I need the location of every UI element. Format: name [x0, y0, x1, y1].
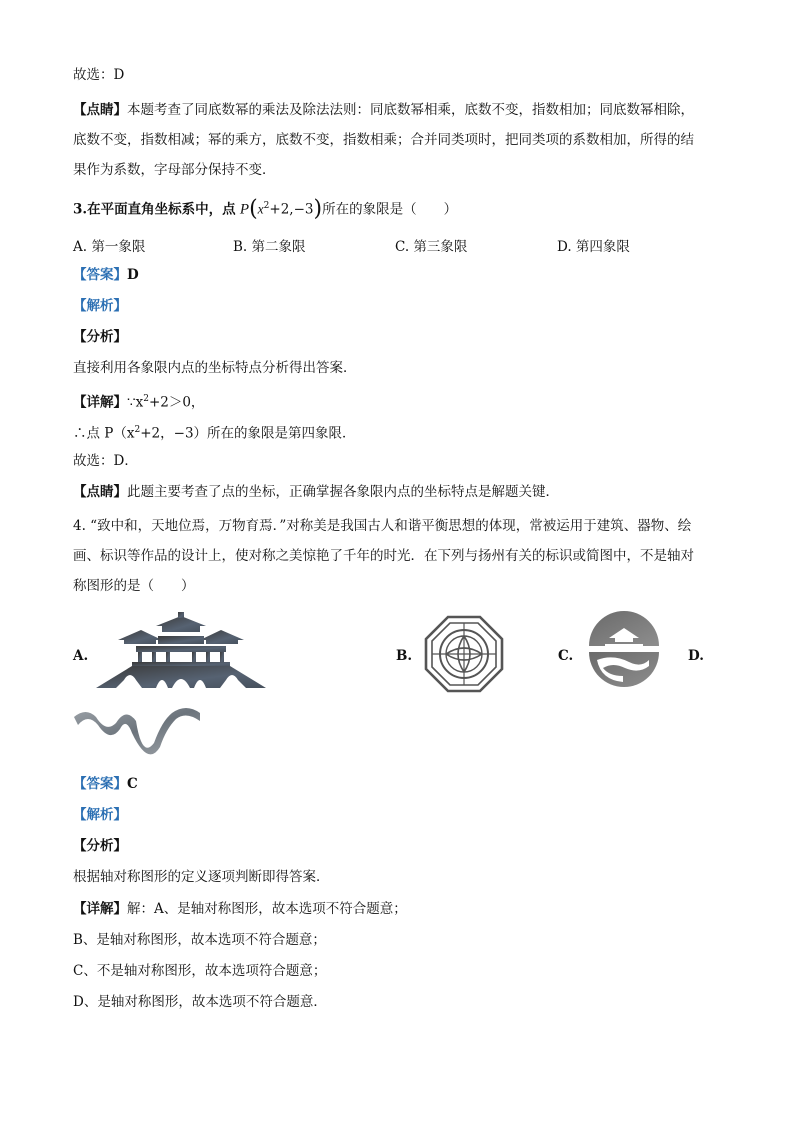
q3-fenxi-tag	[73, 328, 127, 346]
previous-comment-line-2: 底数不变，指数相减；幂的乘方，底数不变，指数相乘；合并同类项时，把同类项的系数相加，所得的结	[73, 132, 694, 148]
detail-text: 解：A、是轴对称图形，故本选项不符合题意；	[127, 901, 407, 917]
q3-option-c: C. 第三象限	[395, 239, 468, 255]
q4-detail-line-2: B、是轴对称图形，故本选项不符合题意；	[73, 932, 326, 948]
comment-text: 本题考查了同底数幂的乘法及除法法则：同底数幂相乘，底数不变，指数相加；同底数幂相除，	[127, 102, 694, 118]
q4-detail-line-3: C、不是轴对称图形，故本选项符合题意；	[73, 963, 327, 979]
q4-stem-line-1: 4. “致中和，天地位焉，万物育焉．”对称美是我国古人和谐平衡思想的体现，常被运用于建筑、器物、绘	[73, 518, 692, 534]
q4-analysis-tag	[73, 806, 127, 824]
q3-comment	[73, 483, 559, 501]
q3-point-name: P	[239, 201, 250, 218]
answer-tag: 【答案】	[73, 776, 127, 792]
q4-option-c-label: C.	[558, 648, 574, 664]
q4-option-b-label: B.	[396, 648, 413, 664]
exponent: 2	[143, 394, 149, 404]
analysis-tag: 【解析】	[73, 807, 127, 823]
paren-right: )	[313, 196, 323, 222]
exponent: 2	[134, 425, 141, 435]
q3-detail-line-3: 故选：D．	[73, 453, 138, 469]
q3-detail-line-2	[73, 421, 356, 443]
q4-stem-line-2: 画、标识等作品的设计上，使对称之美惊艳了千年的时光．在下列与扬州有关的标识或简图中，不是轴对	[73, 548, 694, 564]
previous-comment-line-1	[73, 101, 694, 119]
detail-text: +2，−3）所在的象限是第四象限．	[140, 425, 356, 442]
previous-answer: 故选：D	[73, 67, 125, 83]
previous-comment-line-3: 果作为系数，字母部分保持不变．	[73, 162, 276, 178]
detail-tag: 【详解】	[73, 394, 127, 411]
q3-option-a: A. 第一象限	[73, 239, 146, 255]
q4-answer	[73, 775, 138, 793]
fenxi-tag: 【分析】	[73, 838, 127, 854]
answer-tag: 【答案】	[73, 267, 127, 283]
q3-stem	[73, 196, 458, 222]
wave-figure	[72, 703, 202, 763]
q3-expr-exponent: 2	[263, 201, 270, 211]
pavilion-bridge-figure	[96, 612, 266, 690]
q3-expr-rest: +2,−3	[269, 201, 314, 218]
q4-stem-line-3: 称图形的是（ ）	[73, 578, 195, 594]
q3-expr-x: x	[257, 201, 264, 217]
q3-stem-prefix: 3.在平面直角坐标系中，点	[73, 201, 236, 218]
comment-text: 此题主要考查了点的坐标，正确掌握各象限内点的坐标特点是解题关键．	[127, 484, 559, 500]
lattice-window-figure	[424, 615, 504, 693]
detail-text: +2＞0，	[148, 394, 205, 411]
answer-value: D	[127, 267, 139, 283]
q3-option-d: D. 第四象限	[557, 239, 630, 255]
circular-emblem-figure	[583, 610, 665, 692]
q3-detail-line-1	[73, 390, 204, 412]
q4-fenxi-text: 根据轴对称图形的定义逐项判断即得答案．	[73, 869, 330, 885]
fenxi-tag: 【分析】	[73, 329, 127, 345]
q3-stem-suffix: 所在的象限是（ ）	[322, 201, 458, 218]
q3-answer	[73, 266, 139, 284]
detail-tag: 【详解】	[73, 901, 127, 917]
q4-detail-line-1	[73, 900, 407, 918]
comment-tag: 【点睛】	[73, 484, 127, 500]
detail-text: ∴点 P（x	[73, 425, 135, 442]
q4-detail-line-4: D、是轴对称图形，故本选项不符合题意．	[73, 994, 327, 1010]
q4-option-d-label: D.	[688, 648, 704, 664]
answer-value: C	[127, 776, 138, 792]
q4-fenxi-tag	[73, 837, 127, 855]
paren-left: (	[249, 196, 258, 222]
q4-option-a-label: A.	[73, 648, 89, 664]
q3-analysis-tag	[73, 297, 127, 315]
q3-option-b: B. 第二象限	[233, 239, 306, 255]
detail-text: ∵x	[127, 394, 144, 411]
comment-tag: 【点睛】	[73, 102, 127, 118]
analysis-tag: 【解析】	[73, 298, 127, 314]
q3-fenxi-text: 直接利用各象限内点的坐标特点分析得出答案．	[73, 360, 357, 376]
